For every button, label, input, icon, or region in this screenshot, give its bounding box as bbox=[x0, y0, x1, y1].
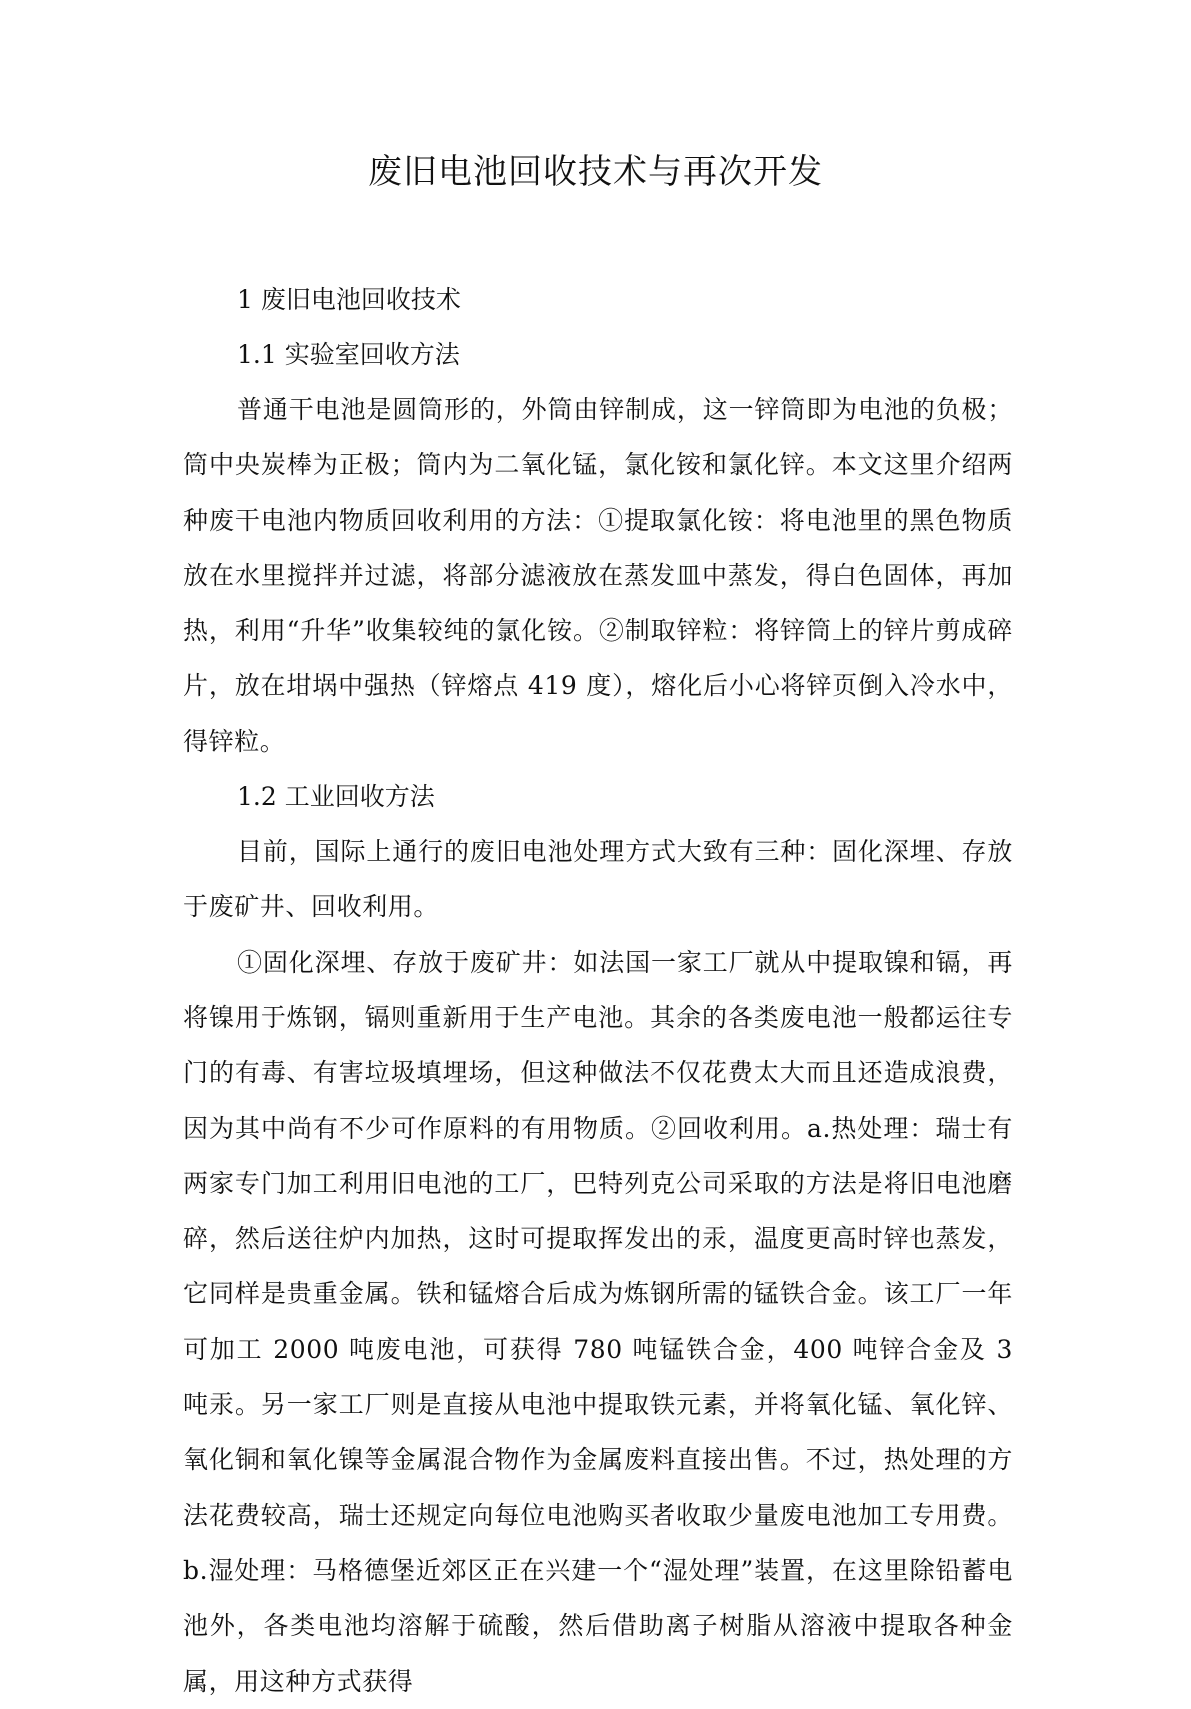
paragraph-industrial-methods: ①固化深埋、存放于废矿井：如法国一家工厂就从中提取镍和镉，再将镍用于炼钢，镉则重新用于生产电池。其余的各类废电池一般都运往专门的有毒、有害垃圾填埋场，但这种做法不仅花费太大而且还造成浪费，因为其中尚有不少可作原料的有用物质。②回收利用。a.热处理：瑞士有两家专门加工利用旧电池的工厂，巴特列克公司采取的方法是将旧电池磨碎，然后送往炉内加热，这时可提取挥发出的汞，温度更高时锌也蒸发，它同样是贵重金属。铁和锰熔合后成为炼钢所需的锰铁合金。该工厂一年可加工 2000 吨废电池，可获得 780 吨锰铁合金，400 吨锌合金及 3 吨汞。另一家工厂则是直接从电池中提取铁元素，并将氧化锰、氧化锌、氧化铜和氧化镍等金属混合物作为金属废料直接出售。不过，热处理的方法花费较高，瑞士还规定向每位电池购买者收取少量废电池加工专用费。b.湿处理：马格德堡近郊区正在兴建一个“湿处理”装置，在这里除铅蓄电池外，各类电池均溶解于硫酸，然后借助离子树脂从溶液中提取各种金属，用这种方式获得 bbox=[183, 947, 1013, 1696]
section-heading-1-2: 1.2 工业回收方法 bbox=[237, 782, 435, 812]
section-heading-1: 1 废旧电池回收技术 bbox=[237, 285, 461, 314]
document-body bbox=[183, 272, 1013, 1709]
section-heading-1-1: 1.1 实验室回收方法 bbox=[237, 340, 460, 369]
paragraph-lab-recovery: 普通干电池是圆筒形的，外筒由锌制成，这一锌筒即为电池的负极；筒中央炭棒为正极；筒内为二氧化锰，氯化铵和氯化锌。本文这里介绍两种废干电池内物质回收利用的方法：①提取氯化铵：将电池里的黑色物质放在水里搅拌并过滤，将部分滤液放在蒸发皿中蒸发，得白色固体，再加热，利用“升华”收集较纯的氯化铵。②制取锌粒：将锌筒上的锌片剪成碎片，放在坩埚中强热（锌熔点 419 度），熔化后小心将锌页倒入冷水中，得锌粒。 bbox=[183, 395, 1013, 756]
document-title: 废旧电池回收技术与再次开发 bbox=[368, 152, 823, 192]
paragraph-industrial-intro: 目前，国际上通行的废旧电池处理方式大致有三种：固化深埋、存放于废矿井、回收利用。 bbox=[183, 837, 1013, 922]
